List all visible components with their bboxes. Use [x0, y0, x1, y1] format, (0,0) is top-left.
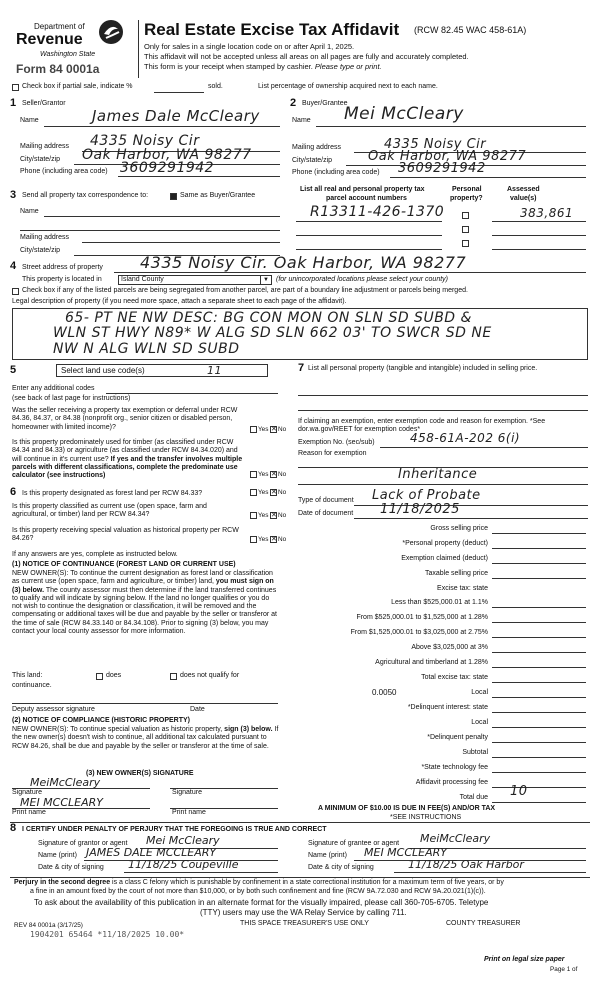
grantee-date-line [394, 872, 586, 873]
exemption-no-label: No [278, 426, 287, 433]
grantor-date-line [124, 872, 278, 873]
personal-property-checkbox-1[interactable] [462, 212, 469, 219]
grantor-sig-value[interactable]: Mei McCleary [146, 834, 220, 847]
partial-sold-label: sold. [208, 83, 223, 90]
see-back-note: (see back of last page for instructions) [12, 395, 131, 402]
buyer-mail-value[interactable]: 4335 Noisy Cir [384, 137, 487, 152]
partial-sale-checkbox[interactable] [12, 84, 19, 91]
additional-codes-line [106, 393, 278, 394]
owner-sig-title: (3) NEW OWNER(S) SIGNATURE [86, 770, 194, 777]
local-2-line [492, 727, 586, 728]
current-use-no-checkbox[interactable]: ✕ [271, 512, 277, 519]
assessed-line-3 [492, 249, 586, 250]
grantor-date-value[interactable]: 11/18/25 Coupeville [128, 858, 239, 871]
grantee-print-label: Name (print) [308, 852, 347, 859]
form-title: Real Estate Excise Tax Affidavit [144, 20, 400, 39]
tier-4-label: Above $3,025,000 at 3% [411, 644, 488, 651]
doc-type-value[interactable]: Lack of Probate [372, 488, 481, 503]
notice1-body-a: NEW OWNER(S): To continue the current designation as forest land or classification as current use (open space, farm and agriculture, or timber) land, [12, 570, 273, 586]
header-sub-2: This affidavit will not be accepted unless all areas on all pages are fully and accurately completed. [144, 52, 469, 61]
footer-top-rule [10, 877, 590, 878]
perjury-line-1 [14, 879, 504, 886]
section-2-number: 2 [290, 97, 297, 109]
seller-heading: Seller/Grantor [22, 100, 66, 107]
seller-phone-line [118, 176, 280, 177]
timber-no-label: No [278, 471, 287, 478]
street-label: Street address of property [22, 264, 103, 271]
parcel-line-2 [296, 235, 442, 236]
forest-no-checkbox[interactable]: ✕ [271, 489, 277, 496]
assessed-header-1: Assessed [507, 186, 540, 193]
owner-print-label-1: Print name [12, 809, 46, 816]
tier-2-line [492, 622, 586, 623]
tier-1-line [492, 607, 586, 608]
exemption-yes-checkbox[interactable] [250, 426, 257, 433]
seller-mail-value[interactable]: 4335 Noisy Cir [90, 133, 200, 149]
seller-mail-label: Mailing address [20, 143, 70, 150]
tier-1-label: Less than $525,000.01 at 1.1% [391, 599, 488, 606]
parcel-header-2: parcel account numbers [326, 195, 407, 202]
personal-property-checkbox-3[interactable] [462, 240, 469, 247]
legal-description-box[interactable] [12, 308, 588, 360]
personal-property-line-1 [298, 395, 588, 396]
dept-line: Department of [34, 22, 85, 31]
header-divider [138, 20, 139, 78]
land-does-checkbox[interactable] [96, 673, 103, 680]
form-rcw: (RCW 82.45 WAC 458-61A) [414, 25, 527, 35]
seller-phone-value[interactable]: 3609291942 [120, 160, 215, 176]
seller-name-line [44, 126, 280, 127]
local-label: Local [471, 689, 488, 696]
same-as-buyer-label: Same as Buyer/Grantee [180, 192, 256, 199]
forest-yes-checkbox[interactable] [250, 489, 257, 496]
doc-date-value[interactable]: 11/18/2025 [380, 502, 460, 517]
personal-header-1: Personal [452, 186, 482, 193]
treasurer-use-label: THIS SPACE TREASURER'S USE ONLY [240, 920, 369, 927]
land-does-label: does [106, 672, 122, 679]
legal-line-2: WLN ST HWY N89* W ALG SD SLN 662 03' TO SWCR SD NE [53, 325, 492, 341]
dor-logo-icon [98, 19, 124, 45]
local-2-label: Local [471, 719, 488, 726]
subtotal-label: Subtotal [462, 749, 488, 756]
seller-csz-label: City/state/zip [20, 156, 61, 163]
tech-fee-label: *State technology fee [421, 764, 488, 771]
buyer-name-label: Name [292, 117, 311, 124]
historic-yes-label: Yes [258, 536, 269, 543]
exemption-question: Was the seller receiving a property tax exemption or deferral under RCW 84.36, 84.37, or 84.38 (nonprofit org., senior citizen or disabled person, homeowner with limited income)? [12, 407, 238, 431]
reason-label: Reason for exemption [298, 450, 367, 457]
historic-question: Is this property receiving special valuation as historical property per RCW 84.26? [12, 527, 239, 543]
grantor-print-value[interactable]: JAMES DALE MCCLEARY [86, 846, 217, 859]
exemption-no-checkbox[interactable]: ✕ [271, 426, 277, 433]
land-use-select-label: Select land use code(s) [61, 366, 145, 375]
form-number: Form 84 0001a [16, 62, 100, 76]
revision-label: REV 84 0001a (3/17/25) [14, 922, 83, 929]
exemption-yes-label: Yes [258, 426, 269, 433]
segregated-label: Check box if any of the listed parcels are being segregated from another parcel, are part of a boundary line adjustment or parcels being merged. [22, 287, 468, 294]
buyer-name-value[interactable]: Mei McCleary [344, 104, 464, 124]
this-land-label: This land: [12, 672, 43, 679]
deputy-sig-label: Deputy assessor signature [12, 706, 95, 713]
corr-blank-line [20, 230, 280, 231]
buyer-mail-label: Mailing address [292, 144, 342, 151]
seller-name-value[interactable]: James Dale McCleary [92, 107, 260, 125]
revenue-logo-text: Revenue [16, 31, 83, 48]
any-yes-note: If any answers are yes, complete as instructed below. [12, 551, 178, 558]
timber-question [12, 439, 248, 480]
total-due-value[interactable]: 10 [510, 784, 528, 799]
affidavit-fee-label: Affidavit processing fee [415, 779, 488, 786]
corr-mail-line [82, 242, 280, 243]
deputy-date-label: Date [190, 706, 205, 713]
forest-no-label: No [278, 489, 287, 496]
current-use-yes-label: Yes [258, 512, 269, 519]
doc-type-label: Type of document [298, 497, 354, 504]
legal-line-3: NW N ALG WLN SD SUBD [53, 341, 240, 357]
local-rate: 0.0050 [372, 688, 397, 697]
notice1-title: (1) NOTICE OF CONTINUANCE (FOREST LAND OR CURRENT USE) [12, 561, 236, 568]
tier-5-label: Agricultural and timberland at 1.28% [375, 659, 488, 666]
corr-csz-label: City/state/zip [20, 247, 61, 254]
total-due-line [492, 802, 586, 803]
chevron-down-icon: ▼ [260, 276, 271, 284]
notice1-body [12, 570, 280, 636]
same-as-buyer-checkbox[interactable] [170, 193, 177, 200]
tier-5-line [492, 667, 586, 668]
corr-name-label: Name [20, 208, 39, 215]
total-state-line [492, 682, 586, 683]
gross-line [492, 533, 586, 534]
section-1-number: 1 [10, 97, 17, 109]
page-label: Page 1 of [550, 966, 578, 973]
legal-line-1: 65- PT NE NW DESC: BG CON MON ON SLN SD SUBD & [65, 310, 472, 326]
grantee-print-value[interactable]: MEI MCCLEARY [364, 846, 447, 859]
exemption-no-label: Exemption No. (sec/sub) [298, 439, 375, 446]
affidavit-fee-line [492, 787, 586, 788]
corr-name-line [44, 216, 280, 217]
timber-question-b: If yes and the transfer involves multiple parcels with different classifications, complete the predominate use calculator (see instructions) [12, 455, 243, 479]
forest-yes-label: Yes [258, 489, 269, 496]
header-sub-3a: This form is your receipt when stamped by cashier. [144, 62, 313, 71]
street-value[interactable]: 4335 Noisy Cir. Oak Harbor, WA 98277 [140, 253, 467, 272]
buyer-heading: Buyer/Grantee [302, 100, 348, 107]
tech-fee-line [492, 772, 586, 773]
reason-line-2 [298, 484, 588, 485]
grantee-sig-value[interactable]: MeiMcCleary [420, 832, 491, 845]
section-3-number: 3 [10, 189, 17, 201]
delinq-state-label: *Delinquent interest: state [407, 704, 488, 711]
exemption-no-value[interactable]: 458-61A-202 6(i) [410, 431, 521, 445]
timber-yes-checkbox[interactable] [250, 471, 257, 478]
section-5-number: 5 [10, 364, 17, 376]
see-instructions-note: *SEE INSTRUCTIONS [390, 814, 462, 821]
buyer-csz-label: City/state/zip [292, 157, 333, 164]
excise-state-label: Excise tax: state [437, 585, 488, 592]
gross-label: Gross selling price [430, 525, 488, 532]
additional-codes-label: Enter any additional codes [12, 385, 95, 392]
header-sub-1: Only for sales in a single location code on or after April 1, 2025. [144, 42, 355, 51]
owner-print-label-2: Print name [172, 809, 206, 816]
section-4-number: 4 [10, 260, 17, 272]
current-use-question: Is this property classified as current use (open space, farm and agricultural, or timber) land per RCW 84.34? [12, 503, 207, 519]
historic-no-checkbox[interactable]: ✕ [271, 536, 277, 543]
parcel-line-1 [296, 221, 442, 222]
personal-deduct-label: *Personal property (deduct) [402, 540, 488, 547]
correspondence-label: Send all property tax correspondence to: [22, 192, 149, 199]
uninc-note: (for unincorporated locations please select your county) [276, 276, 448, 283]
buyer-phone-label: Phone (including area code) [292, 169, 380, 176]
personal-property-checkbox-2[interactable] [462, 226, 469, 233]
current-use-yes-checkbox[interactable] [250, 512, 257, 519]
land-does-not-checkbox[interactable] [170, 673, 177, 680]
street-line [114, 272, 586, 273]
owner-sig-label-2: Signature [172, 789, 202, 796]
delinq-state-line [492, 712, 586, 713]
grantee-date-label: Date & city of signing [308, 864, 374, 871]
cashier-stamp: 1904201 65464 *11/18/2025 10.00* [30, 930, 185, 939]
historic-yes-checkbox[interactable] [250, 536, 257, 543]
total-due-label: Total due [459, 794, 488, 801]
buyer-phone-line [390, 177, 586, 178]
exemption-claimed-label: Exemption claimed (deduct) [401, 555, 488, 562]
located-label: This property is located in [22, 276, 102, 283]
ownership-note: List percentage of ownership acquired next to each name. [258, 83, 438, 90]
tier-4-line [492, 652, 586, 653]
county-select[interactable] [118, 275, 272, 285]
parcel-line-3 [296, 249, 442, 250]
corr-mail-label: Mailing address [20, 234, 70, 241]
wa-state-text: Washington State [40, 51, 96, 58]
perjury-bold: Perjury in the second degree [14, 879, 111, 886]
tier-3-label: From $1,525,000.01 to $3,025,000 at 2.75% [350, 629, 488, 636]
grantee-sig-label: Signature of grantee or agent [308, 840, 400, 847]
assessed-line-2 [492, 235, 586, 236]
notice2-title: (2) NOTICE OF COMPLIANCE (HISTORIC PROPERTY) [12, 717, 190, 724]
land-use-code: 11 [207, 364, 222, 377]
buyer-phone-value[interactable]: 3609291942 [398, 161, 486, 176]
exemption-claimed-line [492, 563, 586, 564]
subtotal-line [492, 757, 586, 758]
timber-yes-label: Yes [258, 471, 269, 478]
segregated-checkbox[interactable] [12, 288, 19, 295]
grantee-date-value[interactable]: 11/18/25 Oak Harbor [408, 858, 524, 871]
section-6-number: 6 [10, 486, 17, 498]
owner-sig-value[interactable]: MeiMcCleary [30, 776, 101, 789]
doc-date-label: Date of document [298, 510, 354, 517]
local-line [492, 697, 586, 698]
minimum-note: A MINIMUM OF $10.00 IS DUE IN FEE(S) AND/OR TAX [318, 805, 496, 812]
grantor-print-label: Name (print) [38, 852, 77, 859]
assessed-line-1 [492, 221, 586, 222]
notice1-body-b: The county assessor must then determine if the land transferred continues to qualify and will indicate by signing below. If the land no longer qualifies or you do not wish to continue the designation or classification, it will be removed and the compensating or additional taxes will be due and payable by the seller or transferor at the time of sale (RCW 84.33.140 or 84.34.108). Prior to signing (3) below, you may contact your local county assessor for more information. [12, 586, 277, 635]
delinq-penalty-label: *Delinquent penalty [427, 734, 488, 741]
personal-property-line-2 [298, 410, 588, 411]
section-8-top-rule [10, 822, 590, 823]
seller-csz-value[interactable]: Oak Harbor, WA 98277 [82, 147, 252, 163]
timber-question-a: Is this property predominately used for timber (as classified under RCW 84.34 and 84.33) or agriculture (as classified under RCW 84.34.020) and will continue in it's current use? [12, 439, 238, 463]
seller-phone-label: Phone (including area code) [20, 168, 108, 175]
grantor-sig-label: Signature of grantor or agent [38, 840, 128, 847]
certify-heading: I CERTIFY UNDER PENALTY OF PERJURY THAT THE FOREGOING IS TRUE AND CORRECT [22, 826, 327, 833]
owner-print-value[interactable]: MEI MCCLEARY [20, 796, 103, 809]
timber-no-checkbox[interactable]: ✕ [271, 471, 277, 478]
historic-no-label: No [278, 536, 287, 543]
perjury-line-2: a fine in an amount fixed by the court of not more than $10,000, or by both such confinement and fine (RCW 9A.72.030 and RCW 9A.20.021(1)(c)). [30, 888, 486, 895]
county-treasurer-label: COUNTY TREASURER [446, 920, 521, 927]
taxable-label: Taxable selling price [424, 570, 488, 577]
legal-label: Legal description of property (if you need more space, attach a separate sheet to each page of the affidavit). [12, 298, 347, 305]
partial-sale-label: Check box if partial sale, indicate % [22, 83, 133, 90]
reason-value[interactable]: Inheritance [398, 467, 478, 482]
assessed-header-2: value(s) [510, 195, 537, 202]
land-use-select[interactable] [56, 364, 268, 377]
buyer-name-line [316, 126, 586, 127]
buyer-csz-value[interactable]: Oak Harbor, WA 98277 [368, 149, 527, 164]
land-does-not-label: does not qualify for [180, 672, 240, 679]
notice2-body-a: NEW OWNER(S): To continue special valuation as historic property, [12, 726, 223, 733]
parcel-number-value[interactable]: R13311-426-1370 [310, 204, 445, 220]
notice2-bold: sign (3) below. [224, 726, 273, 733]
assessed-value[interactable]: 383,861 [520, 206, 574, 220]
notice2-body-b: If the new owner(s) doesn't wish to continue, all additional tax calculated pursuant to RCW 84.26, shall be due and payable by the seller or transferor at the time of sale. [12, 726, 279, 750]
deputy-sig-line [12, 703, 278, 704]
personal-property-label: List all personal property (tangible and intangible) included in selling price. [308, 365, 538, 372]
alt-format-line-1: To ask about the availability of this publication in an alternate format for the visually impaired, please call 360-705-6705. Teletype [34, 898, 489, 907]
tier-3-line [492, 637, 586, 638]
exemption-no-line [380, 447, 588, 448]
county-select-value: Island County [121, 276, 164, 283]
partial-percent-line [154, 92, 204, 93]
header-sub-3b: Please type or print. [314, 62, 382, 71]
notice2-body [12, 726, 280, 751]
header-sub-3 [144, 62, 382, 71]
notice1-bold: you must sign on (3) below. [12, 578, 274, 594]
seller-name-label: Name [20, 117, 39, 124]
exempt-instruction: If claiming an exemption, enter exemption code and reason for exemption. *See dor.wa.gov/REET for exemption codes* [298, 418, 546, 434]
parcel-header-1: List all real and personal property tax [300, 186, 425, 193]
alt-format-line-2: (TTY) users may use the WA Relay Service by calling 711. [200, 908, 407, 917]
owner-sig-label-1: Signature [12, 789, 42, 796]
taxable-line [492, 578, 586, 579]
doc-date-line [354, 518, 588, 519]
total-state-label: Total excise tax: state [421, 674, 488, 681]
personal-header-2: property? [450, 195, 483, 202]
legal-paper-note: Print on legal size paper [484, 956, 565, 963]
section-7-number: 7 [298, 362, 305, 374]
current-use-no-label: No [278, 512, 287, 519]
perjury-text-a: is a class C felony which is punishable by confinement in a state correctional institution for a maximum term of five years, or by [112, 879, 504, 886]
section-8-number: 8 [10, 822, 17, 834]
forest-question: Is this property designated as forest land per RCW 84.33? [22, 490, 203, 497]
continuance-label: continuance. [12, 682, 52, 689]
grantor-date-label: Date & city of signing [38, 864, 104, 871]
tier-2-label: From $525,000.01 to $1,525,000 at 1.28% [356, 614, 488, 621]
delinq-penalty-line [492, 742, 586, 743]
personal-deduct-line [492, 548, 586, 549]
